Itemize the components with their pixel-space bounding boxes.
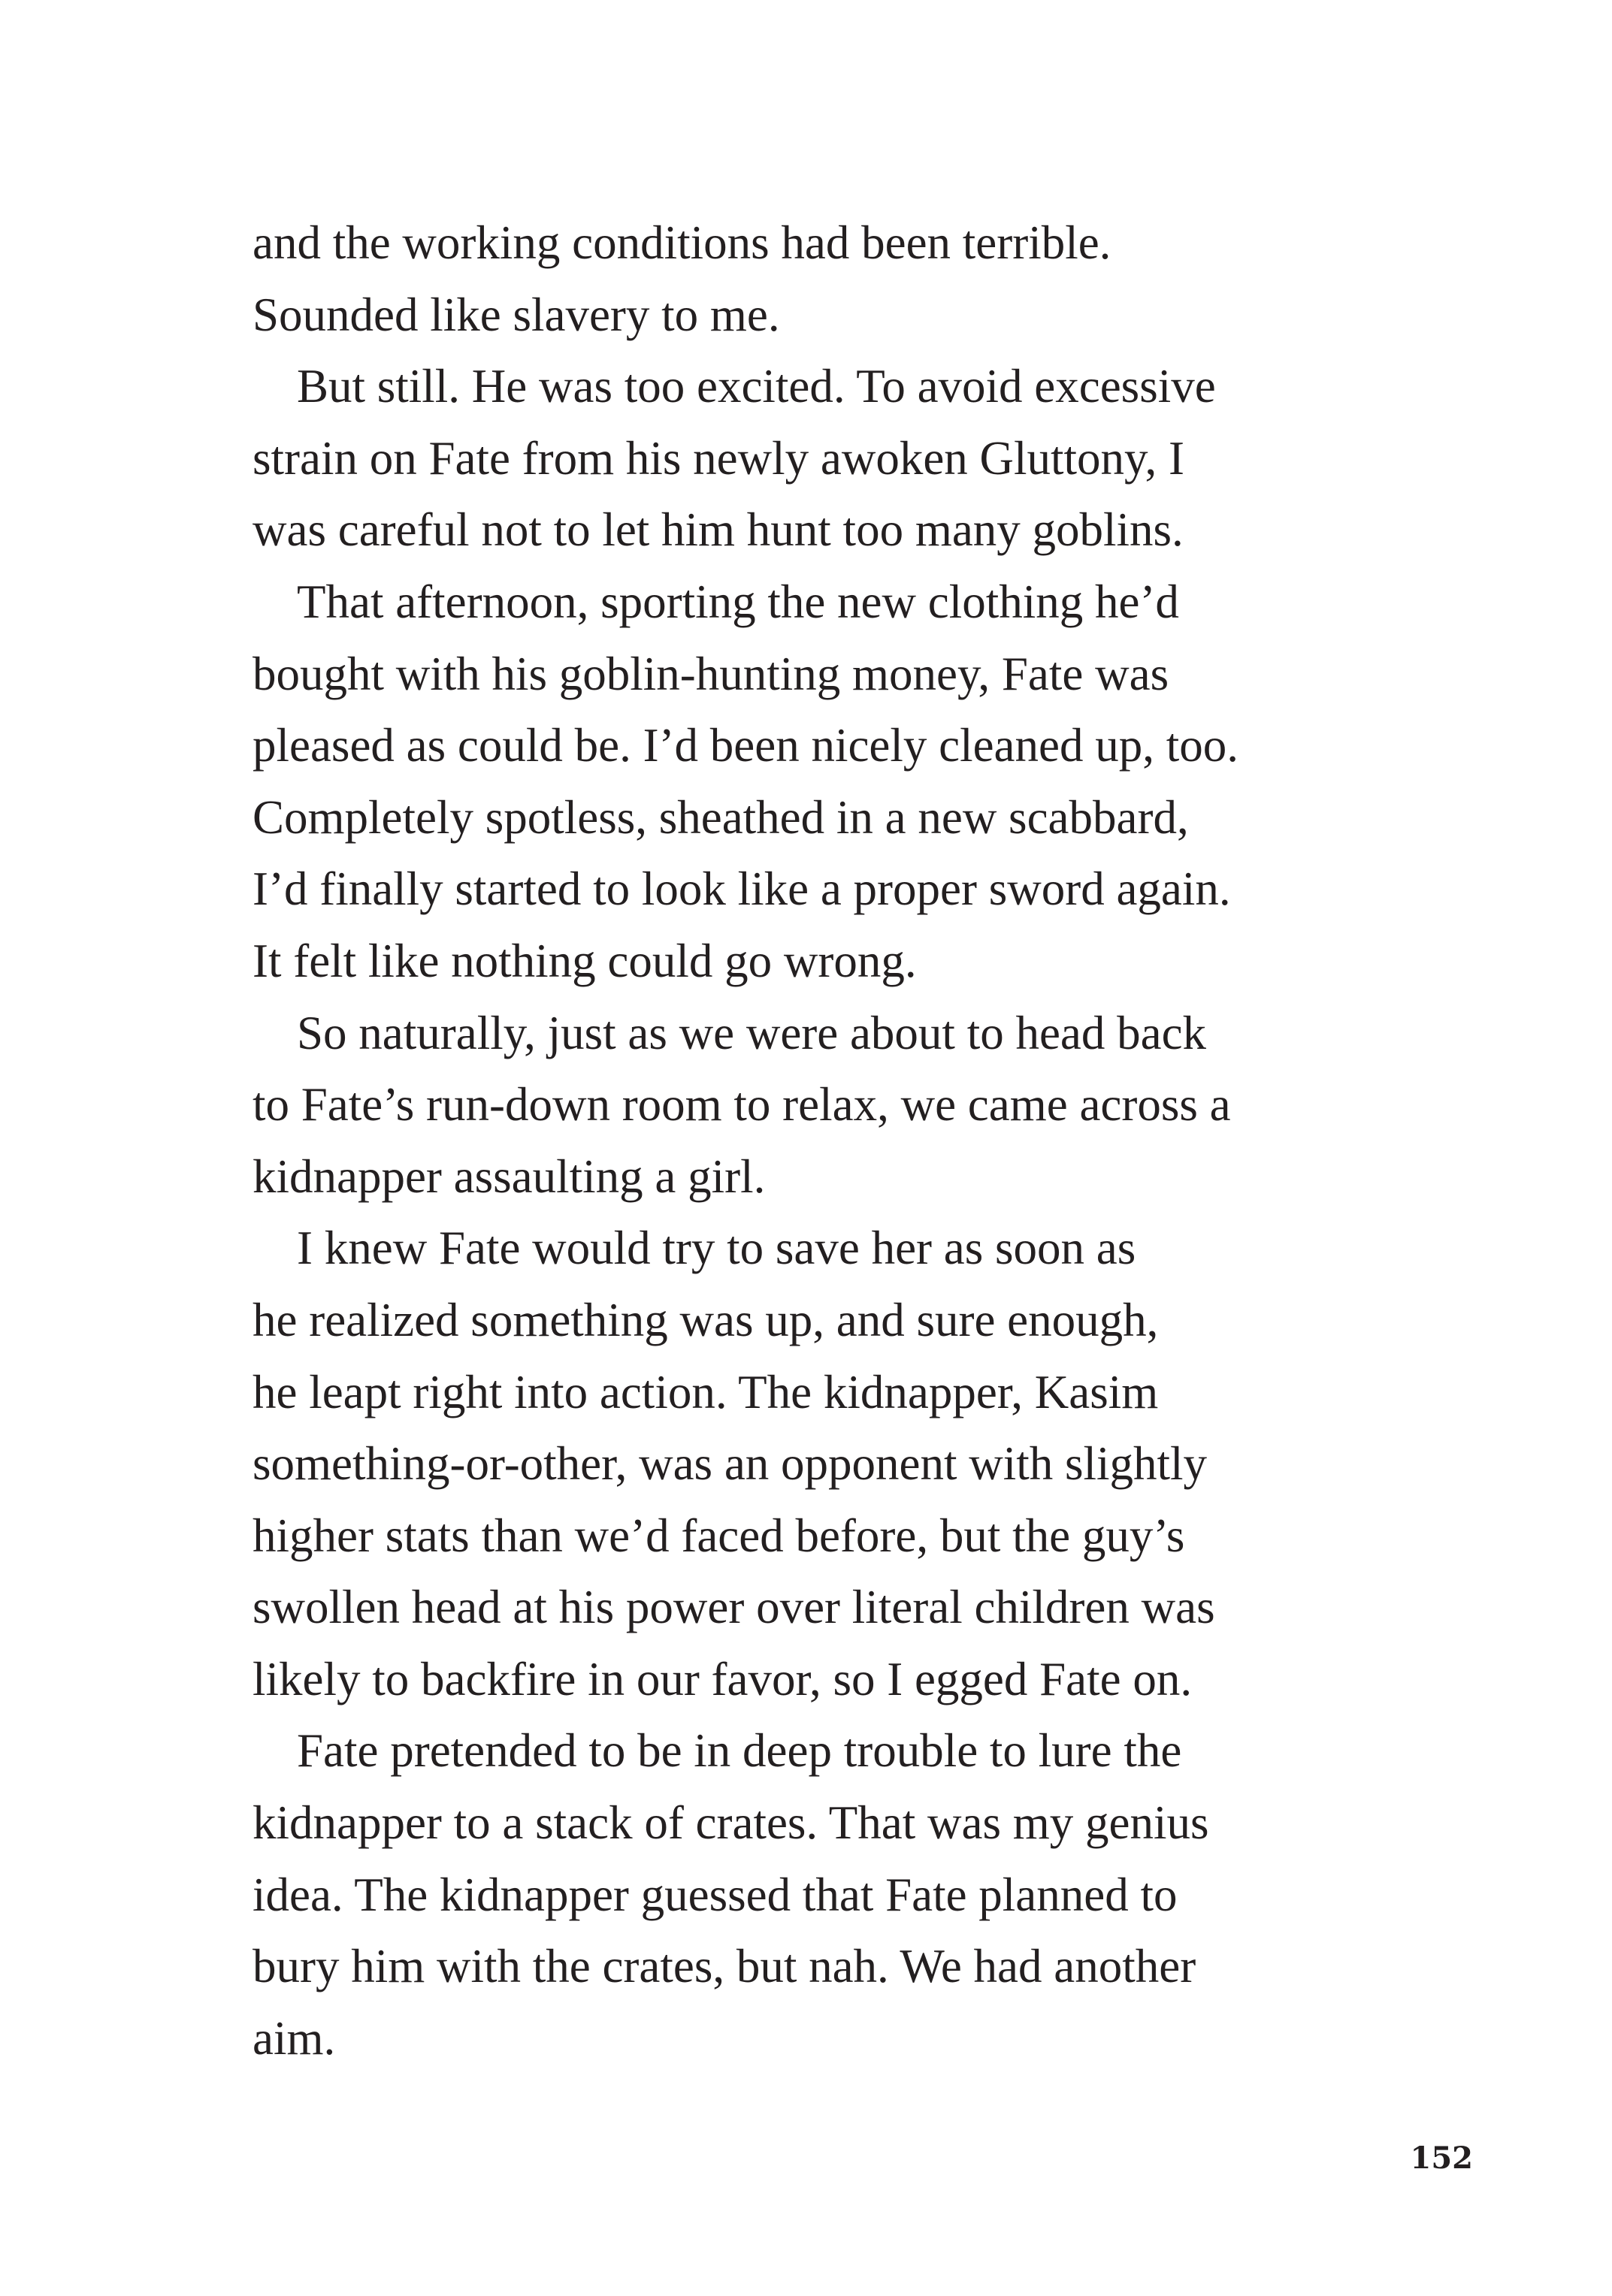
text-line: aim. (253, 2011, 336, 2065)
text-line: was careful not to let him hunt too many goblins. (253, 503, 1184, 557)
text-line: Completely spotless, sheathed in a new scabbard, (253, 790, 1189, 844)
text-line: higher stats than we’d faced before, but the guy’s (253, 1509, 1185, 1562)
text-line: Fate pretended to be in deep trouble to lure the (297, 1724, 1182, 1778)
text-line: kidnapper to a stack of crates. That was my genius (253, 1796, 1209, 1850)
text-line: to Fate’s run-down room to relax, we came across a (253, 1078, 1231, 1131)
text-line: bury him with the crates, but nah. We had another (253, 1940, 1196, 1993)
text-line: likely to backfire in our favor, so I egged Fate on. (253, 1652, 1193, 1705)
text-line: But still. He was too excited. To avoid excessive (297, 360, 1216, 413)
text-line: That afternoon, sporting the new clothing he’d (297, 575, 1179, 628)
text-line: he realized something was up, and sure enough, (253, 1293, 1159, 1346)
text-line: he leapt right into action. The kidnapper, Kasim (253, 1365, 1159, 1418)
text-line: pleased as could be. I’d been nicely cleaned up, too. (253, 719, 1238, 772)
text-line: I’d finally started to look like a proper sword again. (253, 863, 1231, 916)
text-line: bought with his goblin-hunting money, Fate was (253, 647, 1169, 700)
text-line: swollen head at his power over literal children was (253, 1581, 1215, 1634)
text-line: and the working conditions had been terrible. (253, 216, 1111, 269)
body-text (253, 207, 1470, 2074)
text-line: strain on Fate from his newly awoken Gluttony, I (253, 431, 1184, 485)
page-number: 152 (1410, 2140, 1473, 2176)
text-line: I knew Fate would try to save her as soon as (297, 1222, 1136, 1275)
text-line: kidnapper assaulting a girl. (253, 1150, 766, 1203)
text-line: idea. The kidnapper guessed that Fate planned to (253, 1868, 1178, 1921)
text-line: So naturally, just as we were about to head back (297, 1006, 1207, 1059)
text-line: Sounded like slavery to me. (253, 288, 780, 341)
text-line: something-or-other, was an opponent with slightly (253, 1437, 1208, 1491)
text-line: It felt like nothing could go wrong. (253, 934, 917, 987)
